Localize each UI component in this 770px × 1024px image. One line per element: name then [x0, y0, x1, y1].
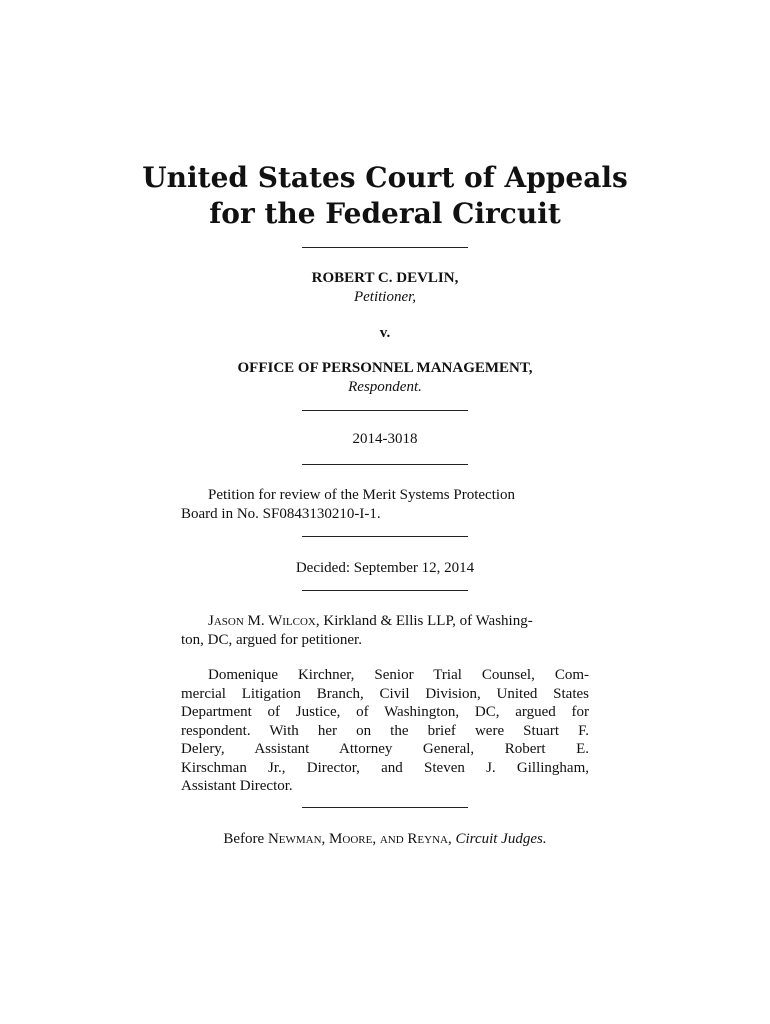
counsel-respondent-line: respondent. With her on the brief were Stuart F.: [181, 722, 589, 739]
counsel-respondent-line: mercial Litigation Branch, Civil Division, United States: [181, 685, 589, 702]
petition-line-2: Board in No. SF0843130210-I-1.: [181, 505, 381, 522]
respondent-name: OFFICE OF PERSONNEL MANAGEMENT,: [237, 360, 533, 376]
versus: v.: [379, 325, 391, 341]
counsel-respondent-line: Domenique Kirchner, Senior Trial Counsel, Com-: [208, 667, 589, 683]
petition-line-1: Petition for review of the Merit Systems Protection: [208, 487, 516, 503]
respondent-role: Respondent.: [348, 379, 422, 395]
counsel-affiliation: , Kirkland & Ellis LLP, of Washing-: [315, 613, 533, 629]
counsel-respondent-line: Kirschman Jr., Director, and Steven J. Gillingham,: [181, 759, 589, 776]
petitioner-name: ROBERT C. DEVLIN,: [311, 270, 459, 286]
counsel-respondent: [181, 666, 589, 796]
petitioner-role: Petitioner,: [353, 289, 417, 305]
court-name-line1: United States Court of Appeals: [142, 161, 628, 194]
panel-line: [181, 830, 589, 849]
counsel-respondent-line: Department of Justice, of Washington, DC, argued for: [181, 704, 589, 720]
panel-title: Circuit Judges.: [455, 831, 547, 847]
counsel-petitioner-line-1: [181, 612, 589, 631]
counsel-petitioner-line-2: ton, DC, argued for petitioner.: [181, 631, 362, 648]
docket-number: 2014-3018: [352, 431, 418, 447]
counsel-respondent-line: Assistant Director.: [181, 778, 293, 794]
panel-judges: Newman, Moore, and Reyna,: [267, 831, 456, 847]
divider: [302, 410, 468, 411]
divider: [302, 247, 468, 248]
divider: [302, 590, 468, 591]
petition-description: [181, 486, 589, 523]
panel-before: Before: [223, 831, 268, 847]
counsel-petitioner: [181, 612, 589, 649]
divider: [302, 807, 468, 808]
decided-date: Decided: September 12, 2014: [295, 560, 475, 576]
court-name-line2: for the Federal Circuit: [209, 197, 561, 230]
divider: [302, 536, 468, 537]
counsel-respondent-line: Delery, Assistant Attorney General, Robert E.: [181, 741, 589, 757]
divider: [302, 464, 468, 465]
counsel-name: Jason M. Wilcox: [208, 613, 316, 629]
